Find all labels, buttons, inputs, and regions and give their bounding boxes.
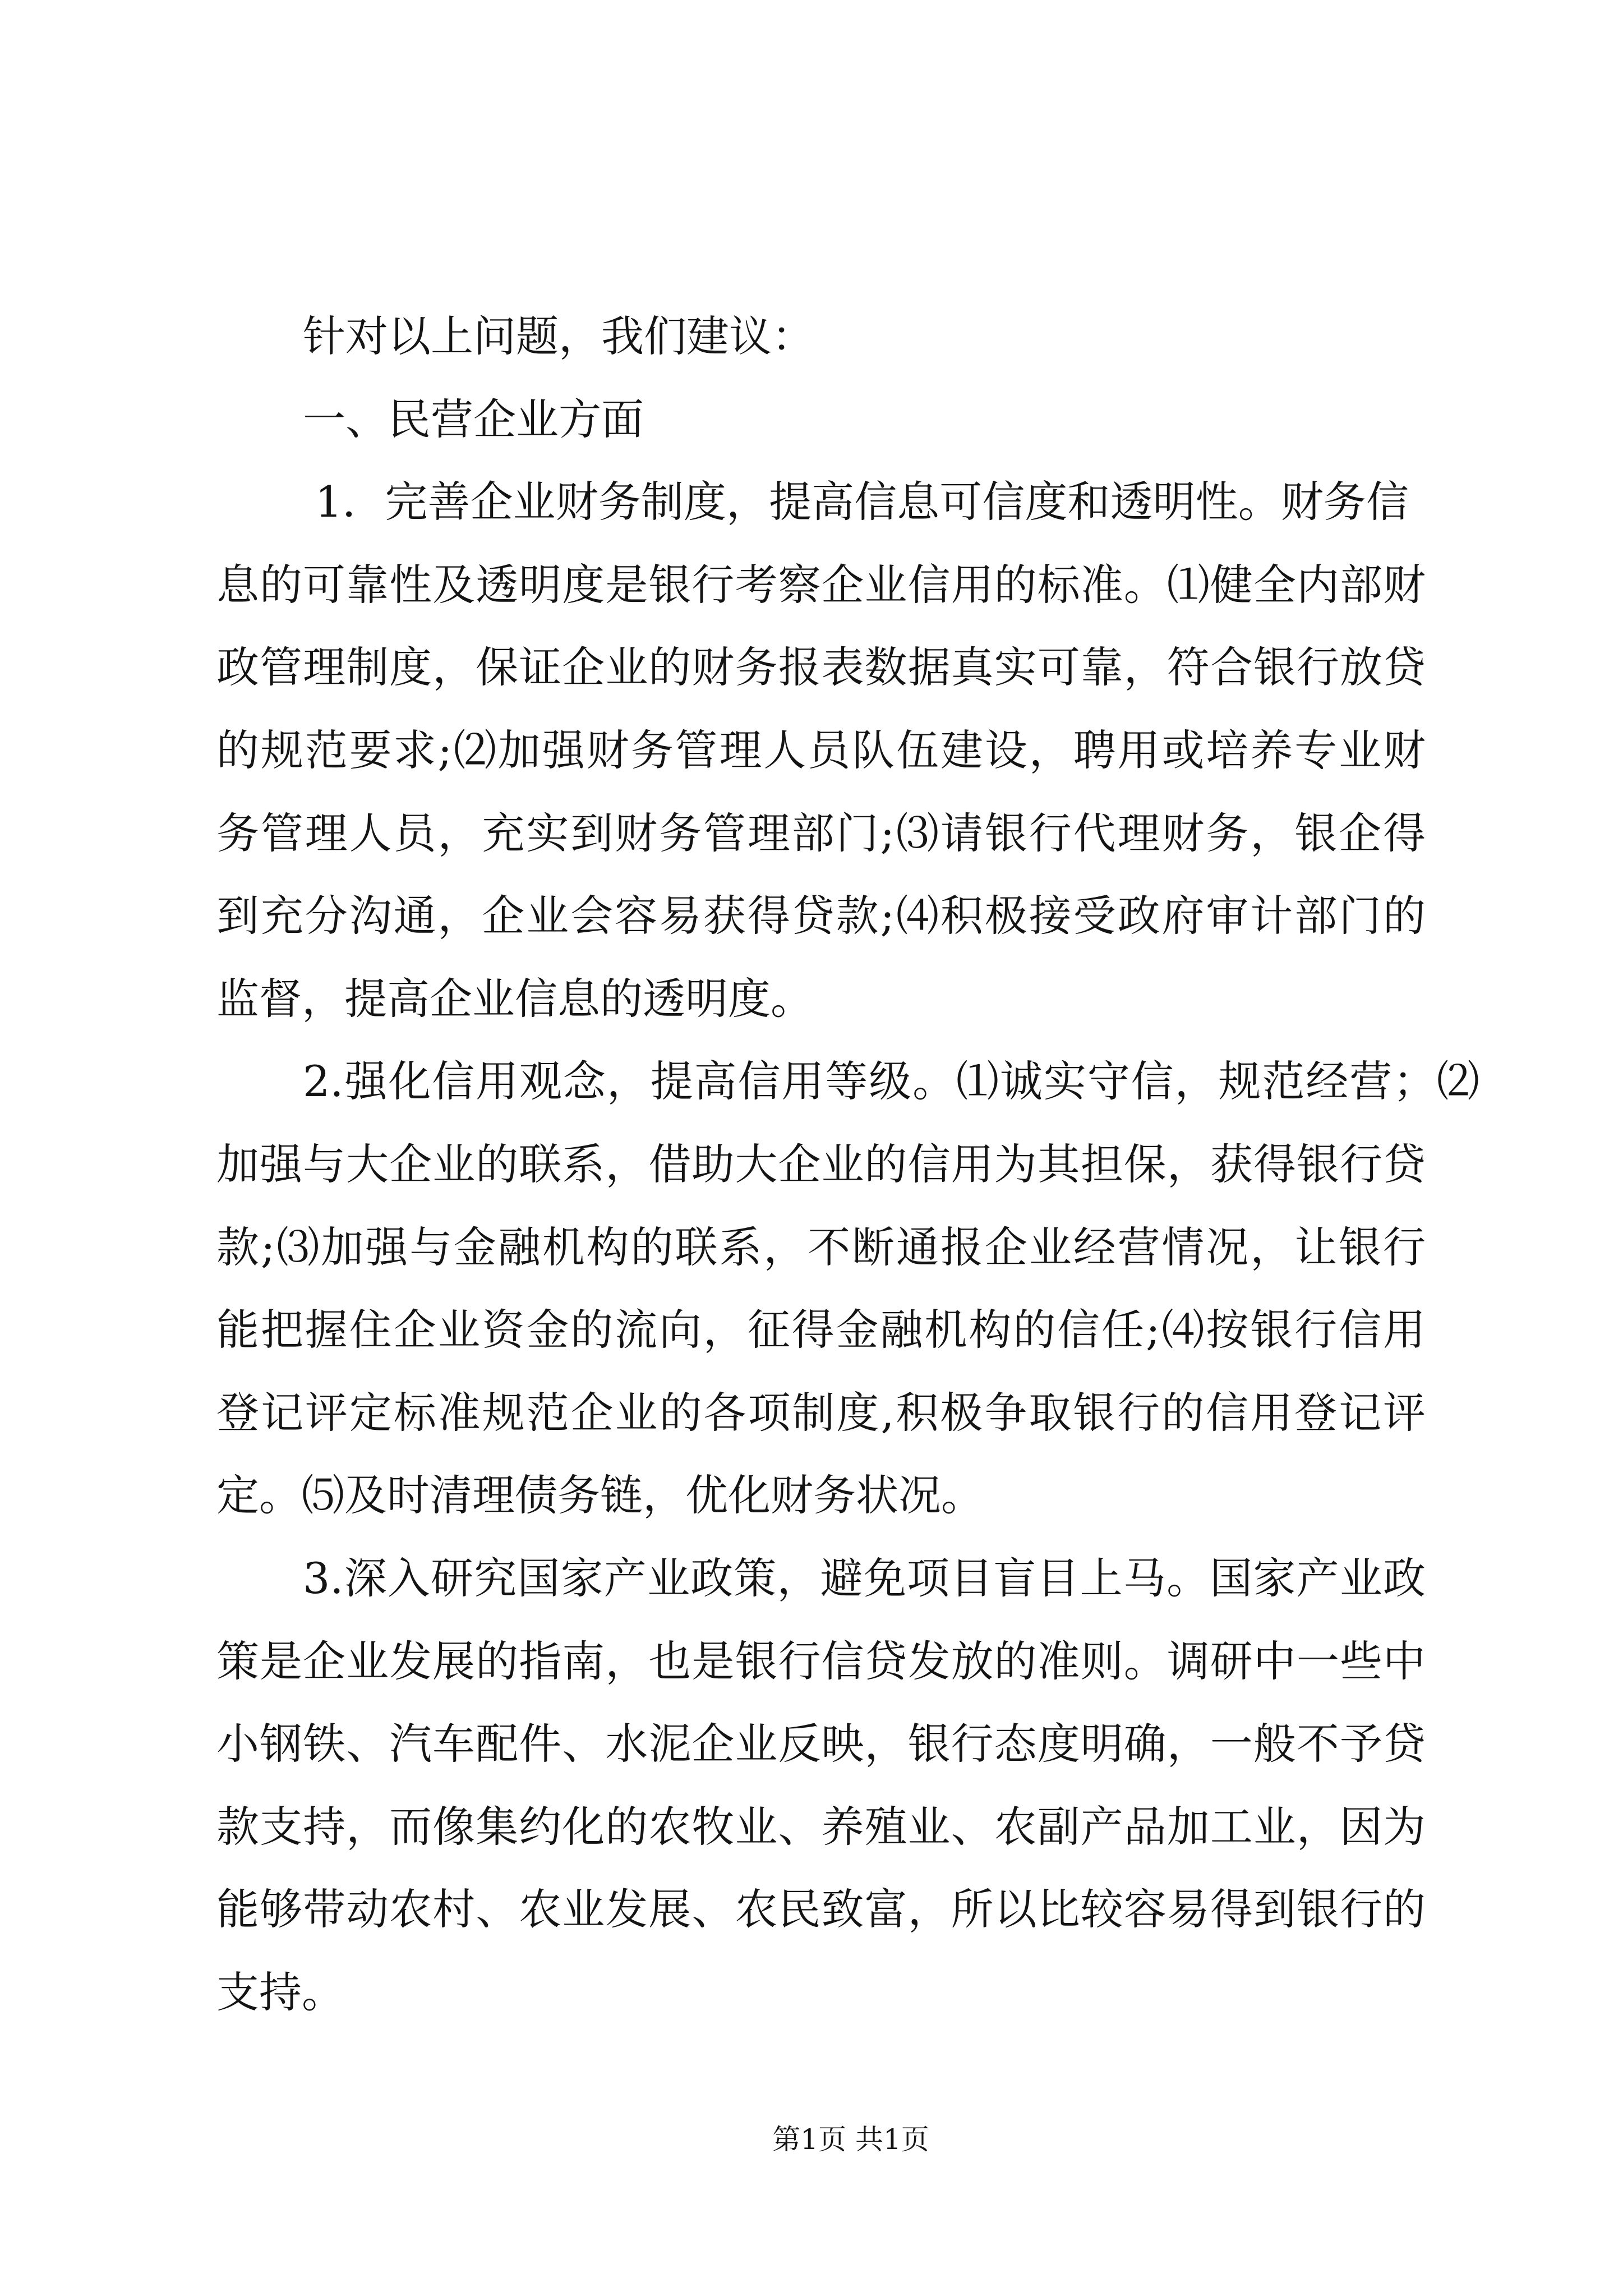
paragraph-line: 加强与大企业的联系，借助大企业的信用为其担保，获得银行贷 bbox=[216, 1139, 1426, 1189]
paragraph-line: 能把握住企业资金的流向，征得金融机构的信任;⑷按银行信用 bbox=[216, 1305, 1426, 1355]
paragraph-line: 支持。 bbox=[216, 1967, 344, 2017]
document-body bbox=[216, 295, 1484, 2033]
paragraph-line: 1．完善企业财务制度，提高信息可信度和透明性。财务信 bbox=[315, 477, 1409, 527]
paragraph-line: 能够带动农村、农业发展、农民致富，所以比较容易得到银行的 bbox=[216, 1884, 1426, 1935]
paragraph-line: 政管理制度，保证企业的财务报表数据真实可靠，符合银行放贷 bbox=[216, 642, 1426, 693]
paragraph-line: 3.深入研究国家产业政策，避免项目盲目上马。国家产业政 bbox=[303, 1553, 1426, 1603]
paragraph-line: 的规范要求;⑵加强财务管理人员队伍建设，聘用或培养专业财 bbox=[216, 725, 1426, 775]
paragraph-line: 监督，提高企业信息的透明度。 bbox=[216, 973, 813, 1024]
intro-line: 针对以上问题，我们建议： bbox=[303, 311, 814, 361]
page-footer: 第1页 共1页 bbox=[772, 2123, 929, 2156]
paragraph-3 bbox=[216, 1537, 1484, 2034]
paragraph-line: 款支持，而像集约化的农牧业、养殖业、农副产品加工业，因为 bbox=[216, 1801, 1426, 1852]
paragraph-line: 息的可靠性及透明度是银行考察企业信用的标准。⑴健全内部财 bbox=[216, 559, 1426, 610]
paragraph-line: 2.强化信用观念，提高信用等级。⑴诚实守信，规范经营；⑵ bbox=[303, 1056, 1479, 1107]
paragraph-line: 策是企业发展的指南，也是银行信贷发放的准则。调研中一些中 bbox=[216, 1636, 1426, 1686]
section-heading: 一、民营企业方面 bbox=[303, 394, 644, 444]
paragraph-line: 款;⑶加强与金融机构的联系，不断通报企业经营情况，让银行 bbox=[216, 1222, 1426, 1272]
paragraph-2 bbox=[216, 1040, 1484, 1537]
paragraph-line: 务管理人员，充实到财务管理部门;⑶请银行代理财务，银企得 bbox=[216, 808, 1426, 858]
paragraph-line: 小钢铁、汽车配件、水泥企业反映，银行态度明确，一般不予贷 bbox=[216, 1719, 1426, 1769]
paragraph-line: 到充分沟通，企业会容易获得贷款;⑷积极接受政府审计部门的 bbox=[216, 891, 1426, 941]
paragraph-line: 登记评定标准规范企业的各项制度,积极争取银行的信用登记评 bbox=[216, 1387, 1426, 1438]
paragraph-1 bbox=[216, 461, 1484, 1040]
paragraph-line: 定。⑸及时清理债务链，优化财务状况。 bbox=[216, 1470, 984, 1521]
